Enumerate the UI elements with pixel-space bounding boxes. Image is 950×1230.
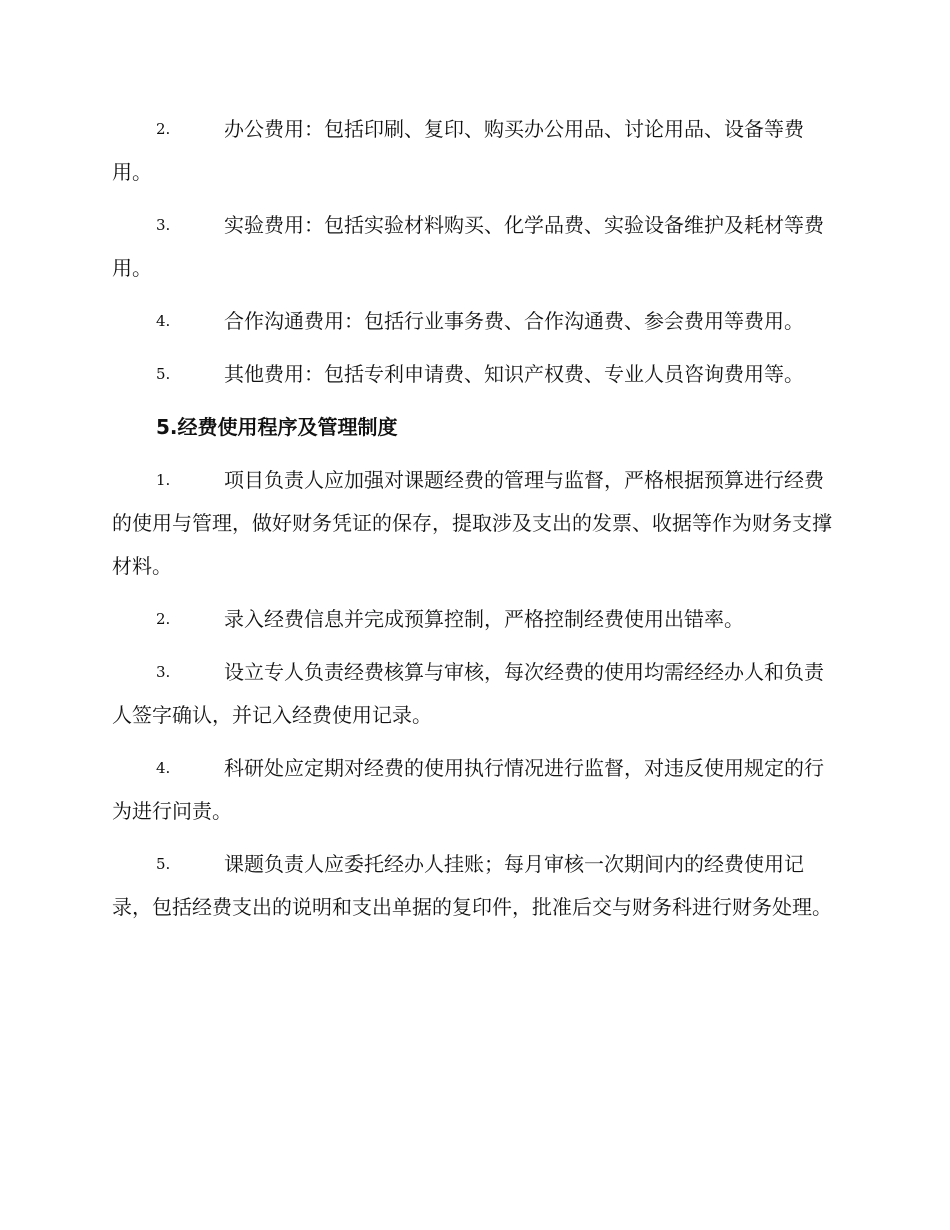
- document-page: [112, 108, 834, 939]
- list-number: 3.: [156, 216, 171, 234]
- procedure-item-1: [112, 459, 834, 588]
- list-number: 5.: [156, 855, 171, 873]
- list-item-text: 其他费用：包括专利申请费、知识产权费、专业人员咨询费用等。: [224, 362, 804, 386]
- list-item-text: 设立专人负责经费核算与审核，每次经费的使用均需经经办人和负责人签字确认，并记入经费使用记录。: [112, 660, 824, 727]
- list-number: 2.: [156, 120, 171, 138]
- list-item-text: 项目负责人应加强对课题经费的管理与监督，严格根据预算进行经费的使用与管理，做好财务凭证的保存，提取涉及支出的发票、收据等作为财务支撑材料。: [112, 468, 832, 578]
- list-number: 4.: [156, 759, 171, 777]
- list-number: 2.: [156, 610, 171, 628]
- list-item-text: 实验费用：包括实验材料购买、化学品费、实验设备维护及耗材等费用。: [112, 213, 824, 280]
- list-number: 4.: [156, 312, 171, 330]
- list-number: 1.: [156, 471, 171, 489]
- expense-item-cooperation: [112, 300, 834, 343]
- expense-item-other: [112, 353, 834, 396]
- list-number: 5.: [156, 365, 171, 383]
- list-item-text: 课题负责人应委托经办人挂账；每月审核一次期间内的经费使用记录，包括经费支出的说明和支出单据的复印件，批准后交与财务科进行财务处理。: [112, 852, 832, 919]
- list-item-text: 录入经费信息并完成预算控制，严格控制经费使用出错率。: [224, 607, 744, 631]
- section-heading: 5.经费使用程序及管理制度: [156, 415, 398, 439]
- procedure-item-5: [112, 843, 834, 929]
- procedure-item-3: [112, 651, 834, 737]
- list-item-text: 办公费用：包括印刷、复印、购买办公用品、讨论用品、设备等费用。: [112, 117, 804, 184]
- procedure-item-2: [112, 598, 834, 641]
- expense-item-office: [112, 108, 834, 194]
- list-number: 3.: [156, 663, 171, 681]
- list-item-text: 合作沟通费用：包括行业事务费、合作沟通费、参会费用等费用。: [224, 309, 804, 333]
- expense-item-experiment: [112, 204, 834, 290]
- procedure-item-4: [112, 747, 834, 833]
- list-item-text: 科研处应定期对经费的使用执行情况进行监督，对违反使用规定的行为进行问责。: [112, 756, 824, 823]
